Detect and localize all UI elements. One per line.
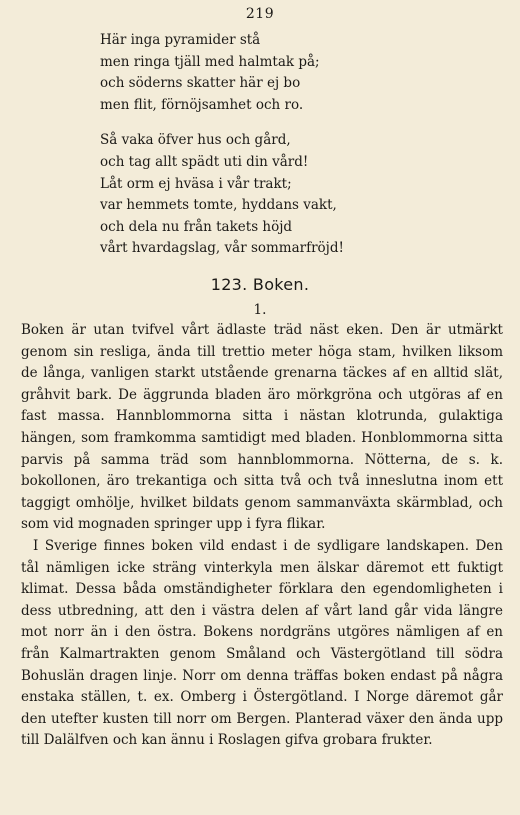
section-subnumber: 1.: [253, 302, 267, 318]
page-number: 219: [245, 6, 275, 22]
poem-stanza: [100, 130, 510, 260]
poem-line: Låt orm ej hväsa i vår trakt;: [100, 175, 292, 192]
poem: [100, 30, 510, 274]
prose-body: [21, 320, 503, 752]
poem-line: vårt hvardagslag, vår sommarfröjd!: [100, 240, 344, 257]
poem-line: var hemmets tomte, hyddans vakt,: [100, 197, 337, 214]
poem-line: men ringa tjäll med halmtak på;: [100, 53, 320, 70]
poem-line: Så vaka öfver hus och gård,: [100, 132, 291, 149]
poem-line: Här inga pyramider stå: [100, 32, 261, 48]
poem-line: och dela nu från takets höjd: [100, 218, 293, 235]
poem-stanza: [100, 30, 510, 116]
poem-line: men flit, förnöjsamhet och ro.: [100, 96, 304, 113]
section-title: 123. Boken.: [210, 275, 310, 294]
paragraph: I Sverige finnes boken vild endast i de sydligare landskapen. Den tål nämligen icke sträng vinterkyla men älskar däremot ett fuktigt klimat. Dessa båda omständigheter förklara den egendomligheten i dess utbredning, att den i västra delen af vårt land går vida längre mot norr än i den östra. Bokens nordgräns utgöres nämligen af en från Kalmartrakten genom Småland och Västergötland till södra Bohuslän dragen linje. Norr om denna träffas boken endast på några enstaka ställen, t. ex. Omberg i Östergötland. I Norge däremot går den utefter kusten till norr om Bergen. Planterad växer den ända upp till Dalälfven och kan ännu i Roslagen gifva grobara frukter.: [21, 537, 503, 749]
poem-line: och tag allt spädt uti din vård!: [100, 153, 309, 170]
paragraph: Boken är utan tvifvel vårt ädlaste träd näst eken. Den är utmärkt genom sin resliga, ända till trettio meter höga stam, hvilken liksom de långa, vanligen starkt utstående grenarna täckes af en alltid slät, gråhvit bark. De äggrunda bladen äro mörkgröna och utgöras af en fast massa. Hannblommorna sitta i nästan klotrunda, gulaktiga hängen, som framkomma samtidigt med bladen. Honblommorna sitta parvis på samma träd som hannblommorna. Nötterna, de s. k. bokollonen, äro trekantiga och sitta två och två inneslutna inom ett taggigt omhölje, hvilket bildats genom sammanväxta skärmblad, och som vid mognaden springer upp i fyra flikar.: [21, 322, 503, 533]
poem-line: och söderns skatter här ej bo: [100, 75, 301, 92]
